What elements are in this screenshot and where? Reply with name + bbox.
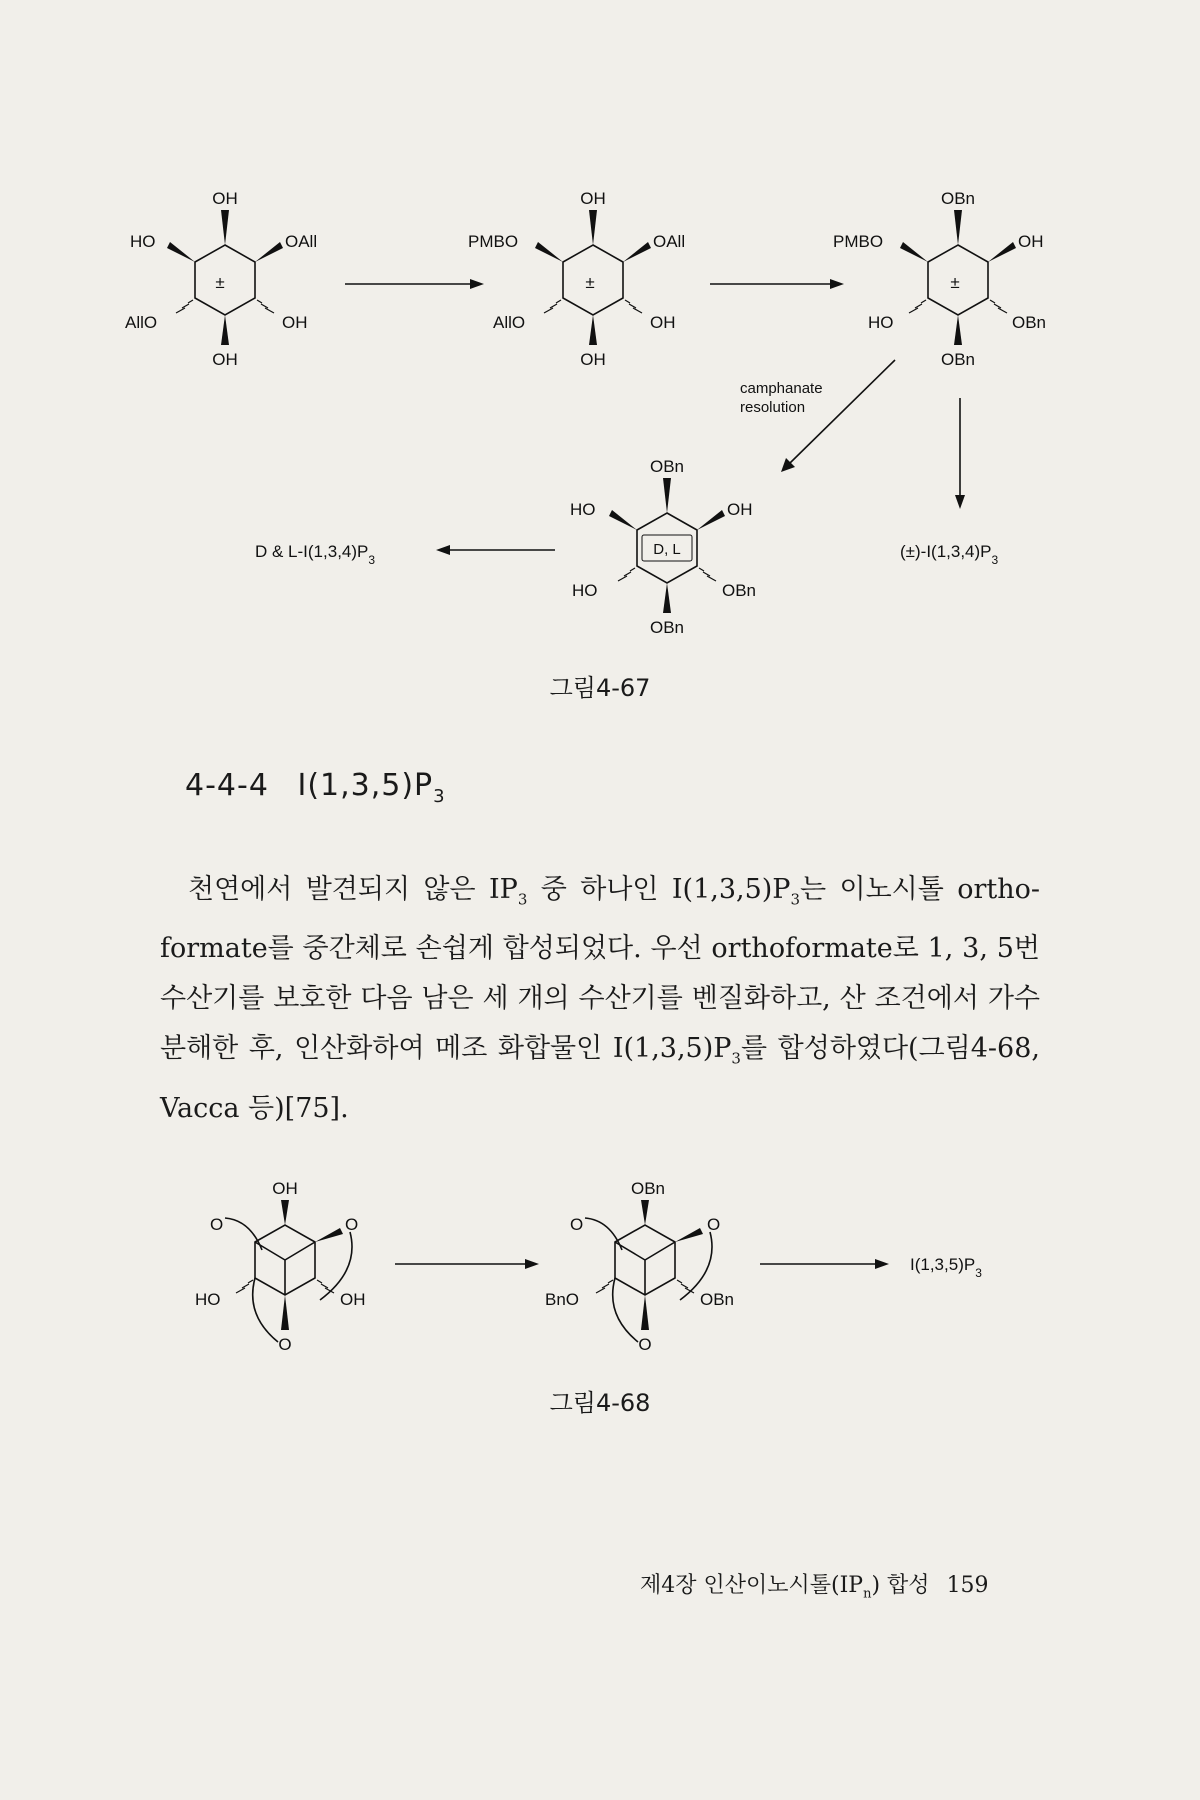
- footer-chapter: 제4장 인산이노시톨$(IP_n)$ 합성: [640, 1573, 930, 1602]
- caption-4-67: 그림4-67: [549, 674, 651, 702]
- o1-top: OH: [272, 1179, 298, 1198]
- c4-lower-left: HO: [572, 581, 598, 600]
- o1-o-left: O: [210, 1215, 224, 1234]
- c3-lower-left: HO: [868, 313, 894, 332]
- c1-lower-right: OH: [282, 313, 308, 332]
- c3-bottom: OBn: [940, 350, 976, 369]
- c1-upper-left: HO: [130, 232, 156, 251]
- ortho-compound-1: [195, 1179, 366, 1354]
- page-footer: [640, 1568, 999, 1601]
- c2-bottom: OH: [580, 350, 606, 369]
- arrow-resolution: [790, 360, 895, 463]
- compound-2: [468, 189, 685, 369]
- page-number: 159: [946, 1573, 989, 1598]
- product-68: $I(1,3,5)P_3$: [910, 1255, 982, 1280]
- reagent-label-2: resolution: [740, 399, 806, 416]
- o1-left: HO: [195, 1290, 221, 1309]
- o2-o-bottom: O: [638, 1335, 652, 1354]
- c2-center: ±: [585, 273, 595, 292]
- product-right: $(\pm)-I(1,3,4)P_3$: [900, 542, 999, 567]
- c3-upper-right: OH: [1018, 232, 1044, 251]
- c1-top: OH: [212, 189, 238, 208]
- para-part-4: 를 합성하였다(그림4-68, Vacca 등)[75].: [160, 1033, 1040, 1124]
- reagent-label-1: camphanate: [740, 380, 823, 397]
- o2-o-left: O: [570, 1215, 584, 1234]
- para-part-3: 는 이노시톨 ortho-formate를 중간체로 손쉽게 합성되었다. 우선 orthoformate로 1, 3, 5번 수산기를 보호한 다음 남은 세 개의 수산기를 벤질화하고, 산 조건에서 가수 분해한 후, 인산화하여 메조 화합물인 I(1,3,5)P: [160, 874, 1040, 1065]
- c4-bottom: OBn: [649, 618, 685, 637]
- c2-upper-right: OAll: [653, 232, 686, 251]
- c3-top: OBn: [940, 189, 976, 208]
- c1-lower-left: AllO: [125, 313, 158, 332]
- c1-bottom: OH: [212, 350, 238, 369]
- c1-upper-right: OAll: [285, 232, 318, 251]
- figure-4-67: [0, 180, 1200, 680]
- c2-top: OH: [580, 189, 606, 208]
- figure-4-68: [0, 1170, 1200, 1410]
- o1-o-right: O: [345, 1215, 359, 1234]
- section-name: I(1,3,5)P: [297, 768, 434, 803]
- o2-o-right: O: [707, 1215, 721, 1234]
- c2-upper-left: PMBO: [468, 232, 519, 251]
- c1-center: ±: [215, 273, 225, 292]
- o1-o-bottom: O: [278, 1335, 292, 1354]
- para-part-2: 중 하나인 I(1,3,5)P: [527, 874, 791, 905]
- c2-lower-right: OH: [650, 313, 676, 332]
- c4-upper-right: OH: [727, 500, 753, 519]
- o2-right: OBn: [700, 1290, 735, 1309]
- c4-upper-left: HO: [570, 500, 596, 519]
- o2-top: OBn: [630, 1179, 666, 1198]
- c3-upper-left: PMBO: [833, 232, 884, 251]
- section-title: [185, 768, 446, 807]
- para-sub-3: 3: [731, 1049, 741, 1068]
- para-sub-2: 3: [790, 890, 801, 909]
- compound-1: [125, 189, 317, 369]
- section-number: 4-4-4: [185, 768, 269, 803]
- c4-center: D, L: [653, 541, 681, 558]
- para-sub-1: 3: [517, 890, 528, 909]
- c3-lower-right: OBn: [1012, 313, 1047, 332]
- c3-center: ±: [950, 273, 960, 292]
- c4-top: OBn: [649, 457, 685, 476]
- caption-4-68: 그림4-68: [549, 1389, 651, 1417]
- c2-lower-left: AllO: [493, 313, 526, 332]
- section-name-sub: 3: [433, 786, 446, 807]
- para-part-1: 천연에서 발견되지 않은 IP: [188, 874, 518, 905]
- ortho-compound-2: [545, 1179, 734, 1354]
- product-left: D & $L-I(1,3,4)P_3$: [255, 542, 376, 567]
- c4-lower-right: OBn: [722, 581, 757, 600]
- compound-3: [833, 189, 1046, 369]
- o2-left: BnO: [545, 1290, 580, 1309]
- body-paragraph: [160, 865, 1040, 1134]
- compound-4: [570, 457, 756, 637]
- o1-right: OH: [340, 1290, 366, 1309]
